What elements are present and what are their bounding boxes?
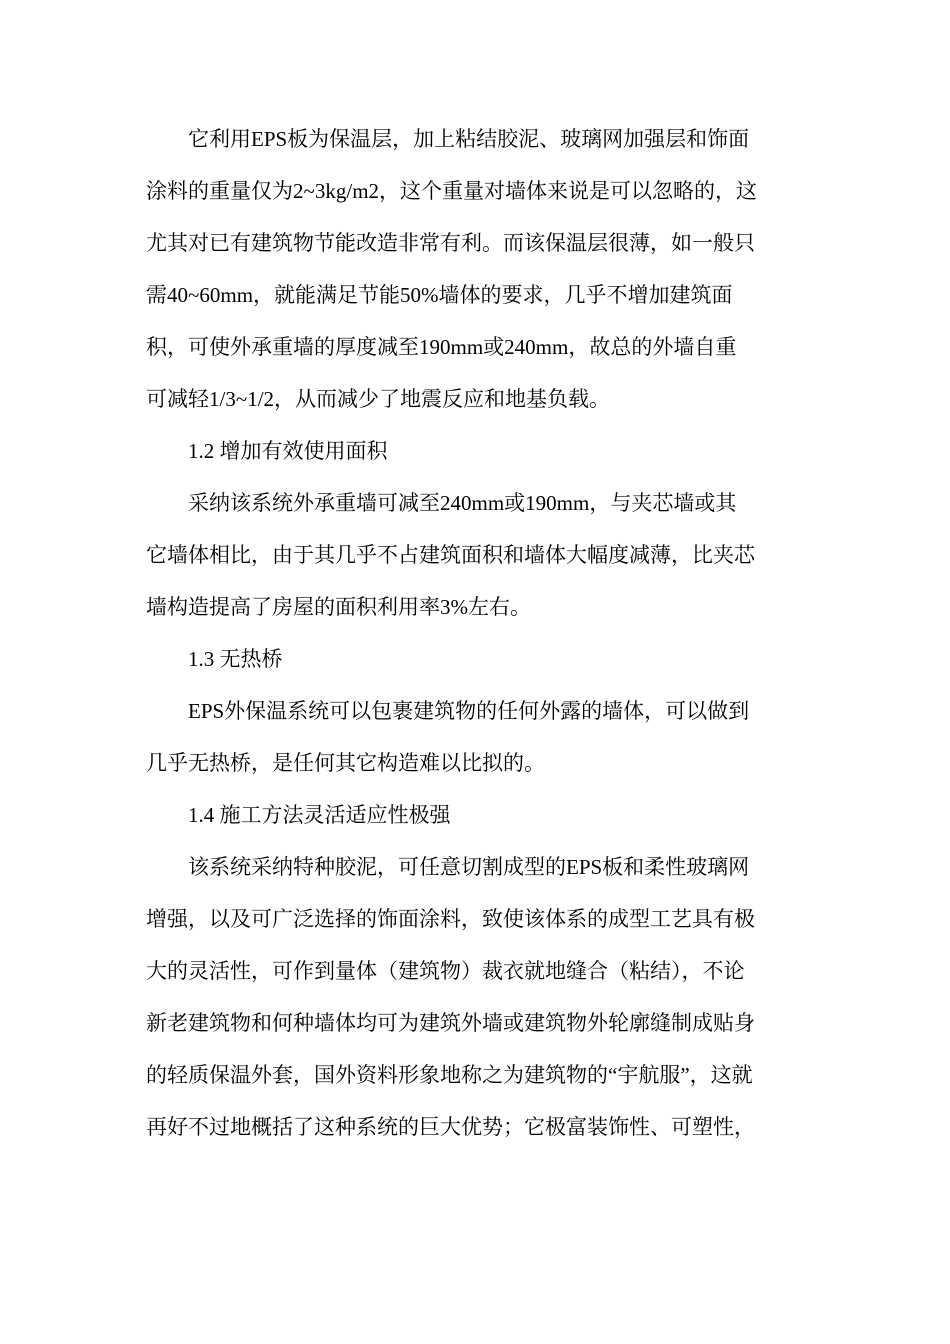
paragraph-line: 可减轻1/3~1/2，从而减少了地震反应和地基负载。 bbox=[146, 387, 611, 411]
paragraph-4 bbox=[146, 841, 802, 1153]
document-body bbox=[146, 113, 802, 1153]
paragraph-line: 新老建筑物和何种墙体均可为建筑外墙或建筑物外轮廓缝制成贴身 bbox=[146, 1011, 755, 1035]
section-heading-1-4 bbox=[146, 789, 802, 841]
section-heading: 1.2 增加有效使用面积 bbox=[188, 439, 388, 463]
section-heading: 1.4 施工方法灵活适应性极强 bbox=[188, 803, 451, 827]
paragraph-1 bbox=[146, 113, 802, 425]
section-heading-1-2 bbox=[146, 425, 802, 477]
paragraph-line: 增强，以及可广泛选择的饰面涂料，致使该体系的成型工艺具有极 bbox=[146, 907, 755, 931]
paragraph-line: 需40~60mm，就能满足节能50%墙体的要求，几乎不增加建筑面 bbox=[146, 283, 733, 307]
paragraph-line: 该系统采纳特种胶泥，可任意切割成型的EPS板和柔性玻璃网 bbox=[188, 855, 750, 879]
paragraph-line: 它利用EPS板为保温层，加上粘结胶泥、玻璃网加强层和饰面 bbox=[188, 127, 750, 151]
paragraph-line: 墙构造提高了房屋的面积利用率3%左右。 bbox=[146, 595, 531, 619]
paragraph-line: 大的灵活性，可作到量体（建筑物）裁衣就地缝合（粘结），不论 bbox=[146, 959, 745, 983]
section-heading: 1.3 无热桥 bbox=[188, 647, 283, 671]
paragraph-2 bbox=[146, 477, 802, 633]
paragraph-line: 几乎无热桥，是任何其它构造难以比拟的。 bbox=[146, 751, 545, 775]
paragraph-line: 涂料的重量仅为2~3kg/m2，这个重量对墙体来说是可以忽略的，这 bbox=[146, 179, 758, 203]
paragraph-line: 积，可使外承重墙的厚度减至190mm或240mm，故总的外墙自重 bbox=[146, 335, 737, 359]
paragraph-line: 的轻质保温外套，国外资料形象地称之为建筑物的“宇航服”，这就 bbox=[146, 1063, 753, 1087]
section-heading-1-3 bbox=[146, 633, 802, 685]
paragraph-line: EPS外保温系统可以包裹建筑物的任何外露的墙体，可以做到 bbox=[188, 699, 750, 723]
paragraph-line: 采纳该系统外承重墙可减至240mm或190mm，与夹芯墙或其 bbox=[188, 491, 737, 515]
paragraph-line: 再好不过地概括了这种系统的巨大优势；它极富装饰性、可塑性， bbox=[146, 1115, 755, 1139]
paragraph-line: 它墙体相比，由于其几乎不占建筑面积和墙体大幅度减薄，比夹芯 bbox=[146, 543, 755, 567]
paragraph-line: 尤其对已有建筑物节能改造非常有利。而该保温层很薄，如一般只 bbox=[146, 231, 755, 255]
paragraph-3 bbox=[146, 685, 802, 789]
